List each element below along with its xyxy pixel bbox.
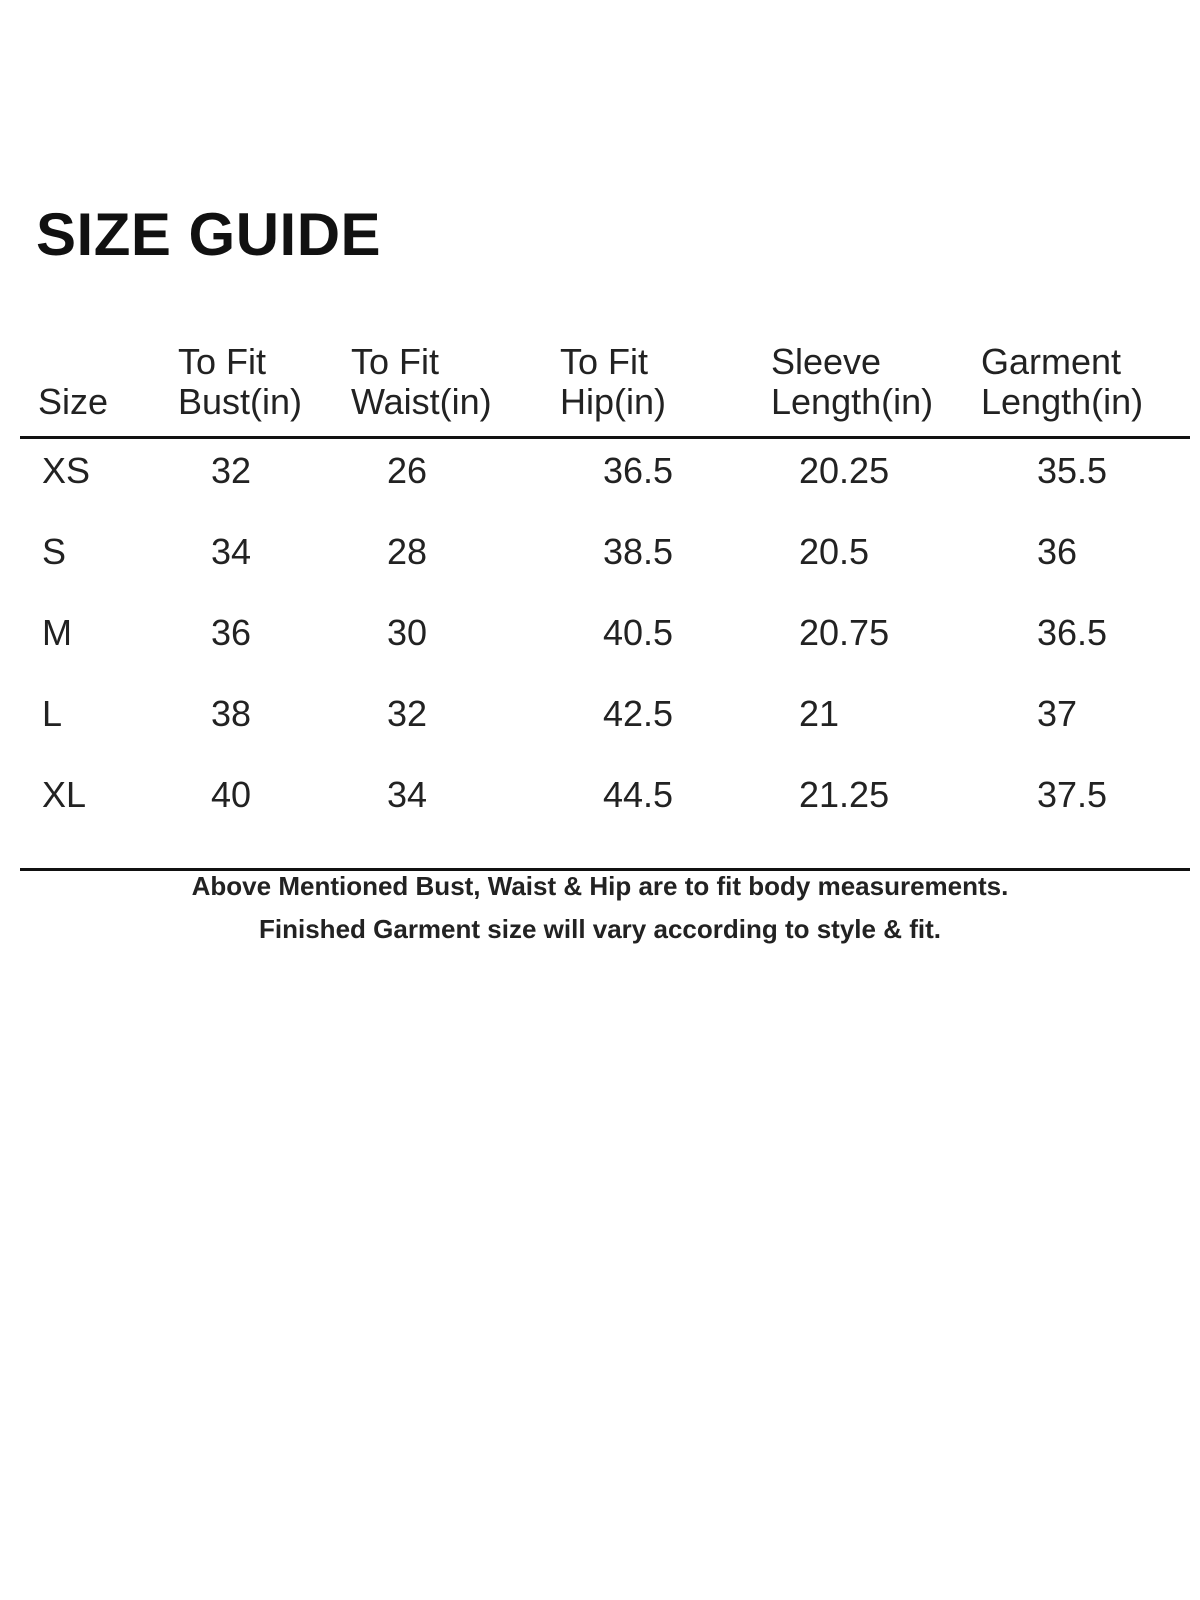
cell-bust: 36 (211, 612, 252, 653)
cell-hip: 38.5 (603, 531, 674, 572)
header-line-2: Length(in) (981, 381, 1144, 422)
cell-garment-length: 35.5 (1037, 450, 1108, 491)
cell-garment-length: 36 (1037, 531, 1078, 572)
cell-bust: 32 (211, 450, 252, 491)
header-line-1: To Fit (178, 341, 267, 382)
cell-sleeve-length: 20.25 (799, 450, 890, 491)
cell-hip: 44.5 (603, 774, 674, 815)
header-garment-length (981, 342, 1143, 422)
header-line-1: To Fit (560, 341, 649, 382)
cell-waist: 32 (387, 693, 428, 734)
header-line-2: Size (38, 381, 109, 422)
header-size (38, 382, 108, 422)
cell-hip: 36.5 (603, 450, 674, 491)
cell-garment-length: 37 (1037, 693, 1078, 734)
note-line: Finished Garment size will vary according to style & fit. (259, 914, 941, 944)
header-line-1: To Fit (351, 341, 440, 382)
cell-size: XL (42, 774, 87, 815)
cell-hip: 40.5 (603, 612, 674, 653)
cell-waist: 26 (387, 450, 428, 491)
cell-sleeve-length: 21 (799, 693, 840, 734)
header-line-2: Bust(in) (178, 381, 303, 422)
size-table (20, 330, 1190, 871)
cell-sleeve-length: 20.75 (799, 612, 890, 653)
cell-waist: 34 (387, 774, 428, 815)
page-title: SIZE GUIDE (36, 201, 382, 268)
cell-size: XS (42, 450, 91, 491)
cell-bust: 34 (211, 531, 252, 572)
table-row (20, 601, 1190, 682)
header-hip (560, 342, 666, 422)
header-waist (351, 342, 492, 422)
size-notes (0, 865, 1200, 951)
header-bust (178, 342, 302, 422)
table-row (20, 763, 1190, 844)
header-line-2: Hip(in) (560, 381, 667, 422)
cell-sleeve-length: 21.25 (799, 774, 890, 815)
cell-bust: 40 (211, 774, 252, 815)
note-line: Above Mentioned Bust, Waist & Hip are to fit body measurements. (191, 871, 1009, 901)
cell-sleeve-length: 20.5 (799, 531, 870, 572)
cell-size: L (42, 693, 63, 734)
cell-garment-length: 37.5 (1037, 774, 1108, 815)
cell-size: M (42, 612, 72, 653)
table-header-row (20, 330, 1190, 439)
cell-hip: 42.5 (603, 693, 674, 734)
cell-waist: 28 (387, 531, 428, 572)
cell-waist: 30 (387, 612, 428, 653)
table-row (20, 520, 1190, 601)
header-line-2: Waist(in) (351, 381, 492, 422)
cell-bust: 38 (211, 693, 252, 734)
header-line-1: Garment (981, 341, 1122, 382)
cell-garment-length: 36.5 (1037, 612, 1108, 653)
header-line-2: Length(in) (771, 381, 934, 422)
table-row (20, 439, 1190, 520)
header-sleeve-length (771, 342, 933, 422)
cell-size: S (42, 531, 67, 572)
table-row (20, 682, 1190, 763)
header-line-1: Sleeve (771, 341, 882, 382)
